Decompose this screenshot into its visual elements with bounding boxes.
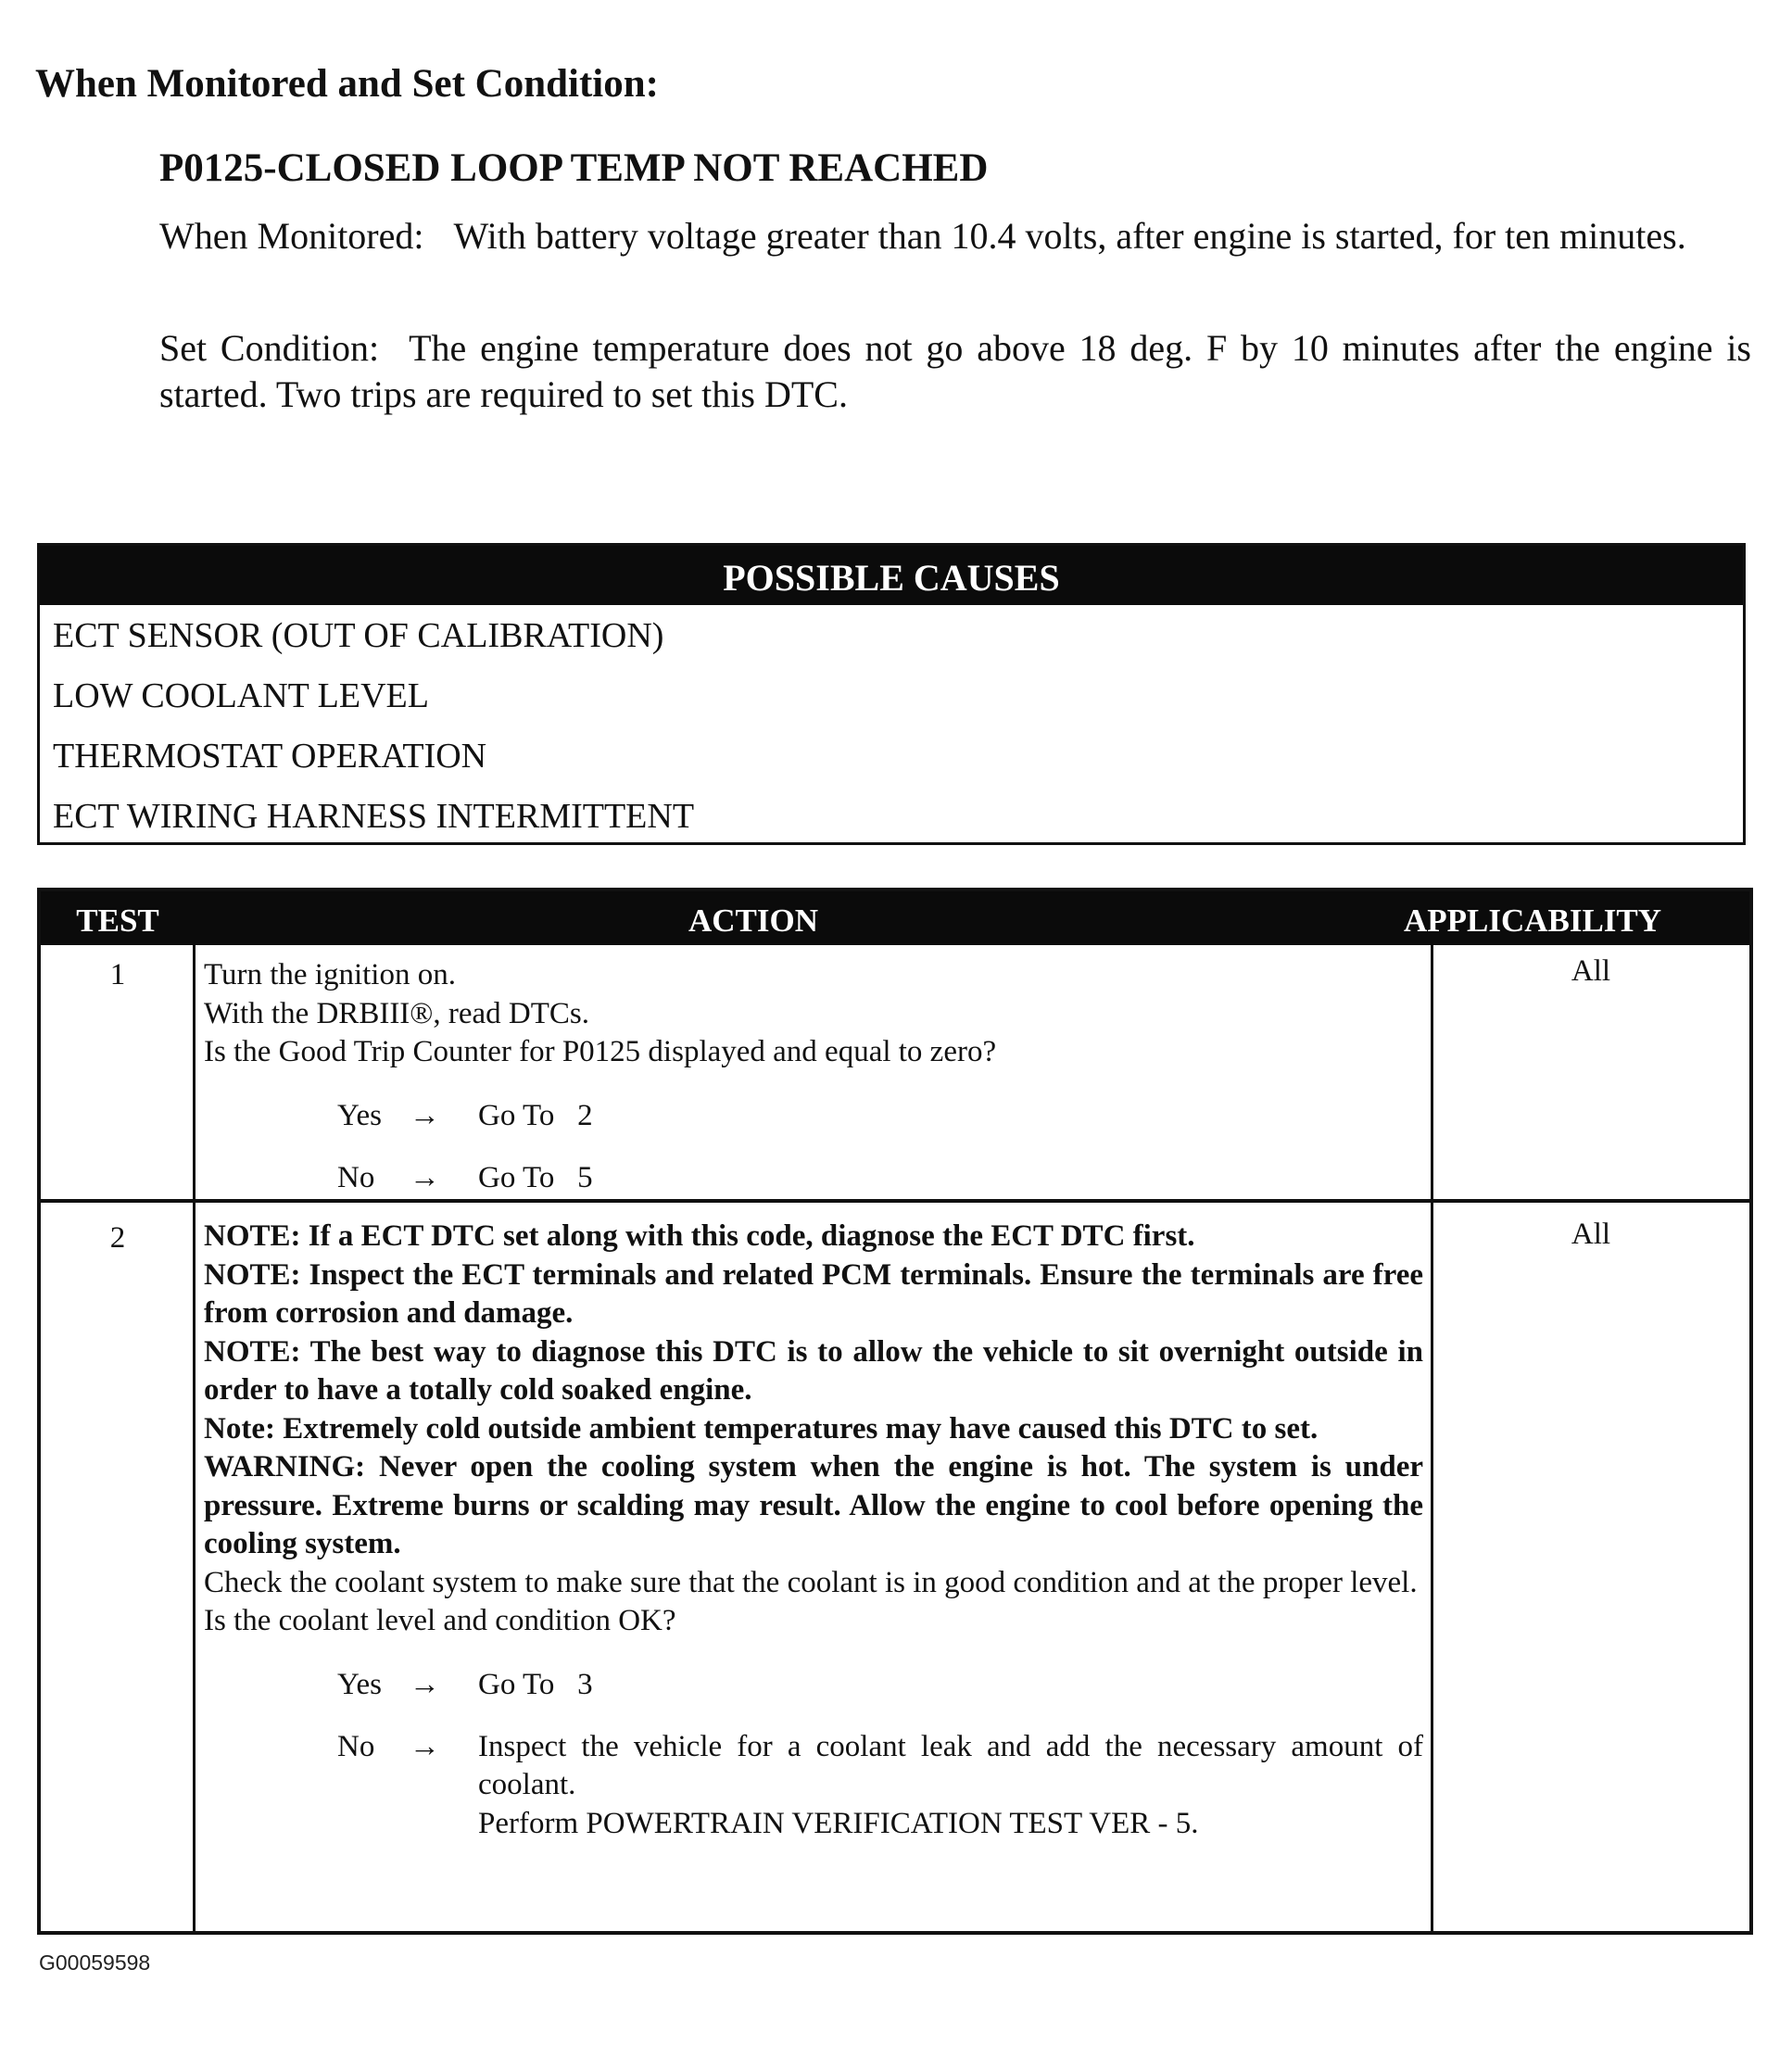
action-line: With the DRBIII®, read DTCs.: [204, 996, 589, 1030]
when-monitored-paragraph: [159, 213, 1751, 259]
test-number: 2: [109, 1221, 126, 1255]
warning-line: WARNING: Never open the cooling system when the engine is hot. The system is under pressure. Extreme burns or scalding may result. Allow the engine to cool before opening the cooling system.: [204, 1450, 1423, 1560]
answer-result: Go To 2: [478, 1098, 593, 1132]
set-condition-label: Set Condition:: [159, 327, 380, 369]
row-divider: [41, 1199, 1749, 1203]
action-line: Is the Good Trip Counter for P0125 displayed and equal to zero?: [204, 1035, 997, 1068]
note-line: NOTE: Inspect the ECT terminals and related PCM terminals. Ensure the terminals are free from corrosion and damage.: [204, 1257, 1423, 1330]
action-line: Check the coolant system to make sure that the coolant is in good condition and at the proper level.: [204, 1565, 1418, 1599]
when-monitored-text: With battery voltage greater than 10.4 volts, after engine is started, for ten minutes.: [453, 215, 1686, 257]
answer-result-line: Perform POWERTRAIN VERIFICATION TEST VER - 5.: [478, 1806, 1199, 1840]
test-table: [37, 888, 1753, 1935]
when-monitored-label: When Monitored:: [159, 215, 424, 257]
set-condition-text: The engine temperature does not go above 18 deg. F by 10 minutes after the engine is started. Two trips are required to set this DTC.: [159, 327, 1752, 415]
test-2-action: [204, 1218, 1423, 1843]
answer-key: Yes: [337, 1098, 383, 1132]
answer-result: Go To 5: [478, 1160, 593, 1194]
note-line: NOTE: The best way to diagnose this DTC is to allow the vehicle to sit overnight outside in order to have a totally cold soaked engine.: [204, 1334, 1423, 1407]
arrow-right-icon: →: [410, 1667, 440, 1701]
arrow-right-icon: →: [410, 1160, 440, 1194]
answer-yes: [204, 1097, 1423, 1135]
action-line: Turn the ignition on.: [204, 958, 456, 991]
answer-key: No: [337, 1729, 375, 1763]
answer-result: [478, 1728, 1423, 1844]
cause-item: ECT WIRING HARNESS INTERMITTENT: [53, 797, 695, 836]
note-line: NOTE: If a ECT DTC set along with this code, diagnose the ECT DTC first.: [204, 1219, 1195, 1253]
cause-item: ECT SENSOR (OUT OF CALIBRATION): [53, 616, 664, 655]
set-condition-paragraph: [159, 325, 1751, 418]
header-applicability: APPLICABILITY: [1403, 903, 1662, 939]
test-number: 1: [109, 958, 126, 991]
answer-key: No: [337, 1160, 375, 1194]
answer-result-line: Inspect the vehicle for a coolant leak and add the necessary amount of coolant.: [478, 1729, 1423, 1801]
possible-causes-box: [37, 543, 1746, 845]
possible-causes-header: POSSIBLE CAUSES: [40, 546, 1743, 605]
cause-item: THERMOSTAT OPERATION: [53, 737, 487, 776]
applicability-value: All: [1571, 1218, 1611, 1251]
test-1-action: [204, 956, 1423, 1197]
note-line: Note: Extremely cold outside ambient temperatures may have caused this DTC to set.: [204, 1411, 1319, 1445]
column-divider: [1431, 945, 1433, 1931]
table-header-row: [41, 891, 1749, 945]
answer-yes: [204, 1666, 1423, 1704]
action-line: Is the coolant level and condition OK?: [204, 1604, 676, 1637]
column-divider: [193, 945, 196, 1931]
header-test: TEST: [76, 903, 159, 939]
arrow-right-icon: →: [410, 1729, 440, 1763]
section-heading: When Monitored and Set Condition:: [35, 62, 659, 106]
header-action: ACTION: [688, 903, 819, 939]
answer-no: [204, 1728, 1423, 1843]
answer-no: [204, 1159, 1423, 1197]
applicability-value: All: [1571, 954, 1611, 988]
cause-item: LOW COOLANT LEVEL: [53, 676, 429, 715]
dtc-title: P0125-CLOSED LOOP TEMP NOT REACHED: [159, 146, 989, 190]
figure-id: G00059598: [39, 1950, 151, 1975]
answer-result: Go To 3: [478, 1667, 593, 1701]
arrow-right-icon: →: [410, 1098, 440, 1132]
answer-key: Yes: [337, 1667, 383, 1701]
